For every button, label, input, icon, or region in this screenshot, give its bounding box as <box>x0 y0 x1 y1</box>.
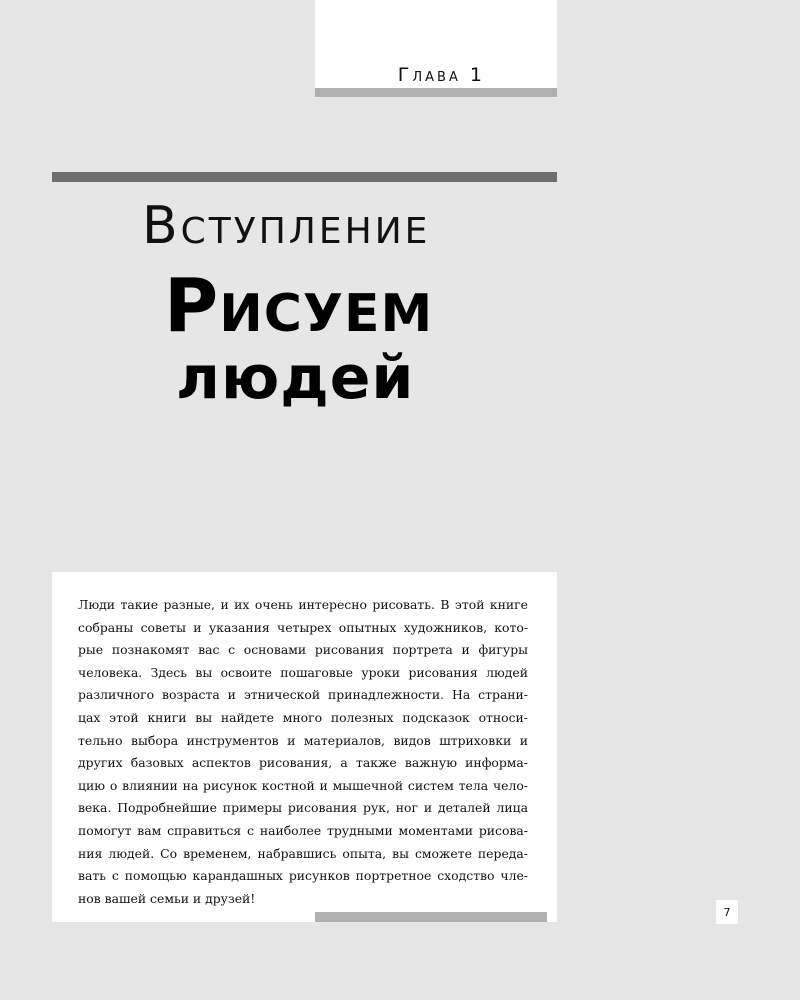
title-line-drawing: Рисуем <box>164 263 434 349</box>
body-line: цию о влиянии на рисунок костной и мышечной систем тела чело- <box>78 777 528 793</box>
body-line: тельно выбора инструментов и материалов, видов штриховки и <box>78 732 528 748</box>
body-line: века. Подробнейшие примеры рисования рук, ног и деталей лица <box>78 800 528 816</box>
body-line: человека. Здесь вы освоите пошаговые уроки рисования людей <box>78 664 528 680</box>
body-line: помогут вам справиться с наиболее трудными моментами рисова- <box>78 822 528 838</box>
title-line-intro: Вступление <box>142 196 431 256</box>
body-line: нов вашей семьи и друзей! <box>78 890 256 906</box>
chapter-header-box <box>315 0 557 88</box>
body-line: цах этой книги вы найдете много полезных подсказок относи- <box>78 709 528 725</box>
body-line: ния людей. Со временем, набравшись опыта, вы сможете переда- <box>78 845 528 861</box>
page-number: 7 <box>716 900 738 924</box>
body-paragraph <box>78 594 528 910</box>
body-line: собраны советы и указания четырех опытных художников, кото- <box>78 619 528 635</box>
body-line: различного возраста и этнической принадлежности. На страни- <box>78 687 528 703</box>
chapter-label: Глава 1 <box>397 64 485 86</box>
chapter-underline-bar <box>315 88 557 97</box>
text-bottom-bar <box>315 912 547 922</box>
body-line: других базовых аспектов рисования, а также важную информа- <box>78 755 528 771</box>
body-line: Люди такие разные, и их очень интересно рисовать. В этой книге <box>78 597 528 612</box>
title-line-people: людей <box>176 343 415 413</box>
title-top-bar <box>52 172 557 182</box>
body-line: рые познакомят вас с основами рисования портрета и фигуры <box>78 642 528 658</box>
body-line: вать с помощью карандашных рисунков портретное сходство чле- <box>78 868 528 884</box>
